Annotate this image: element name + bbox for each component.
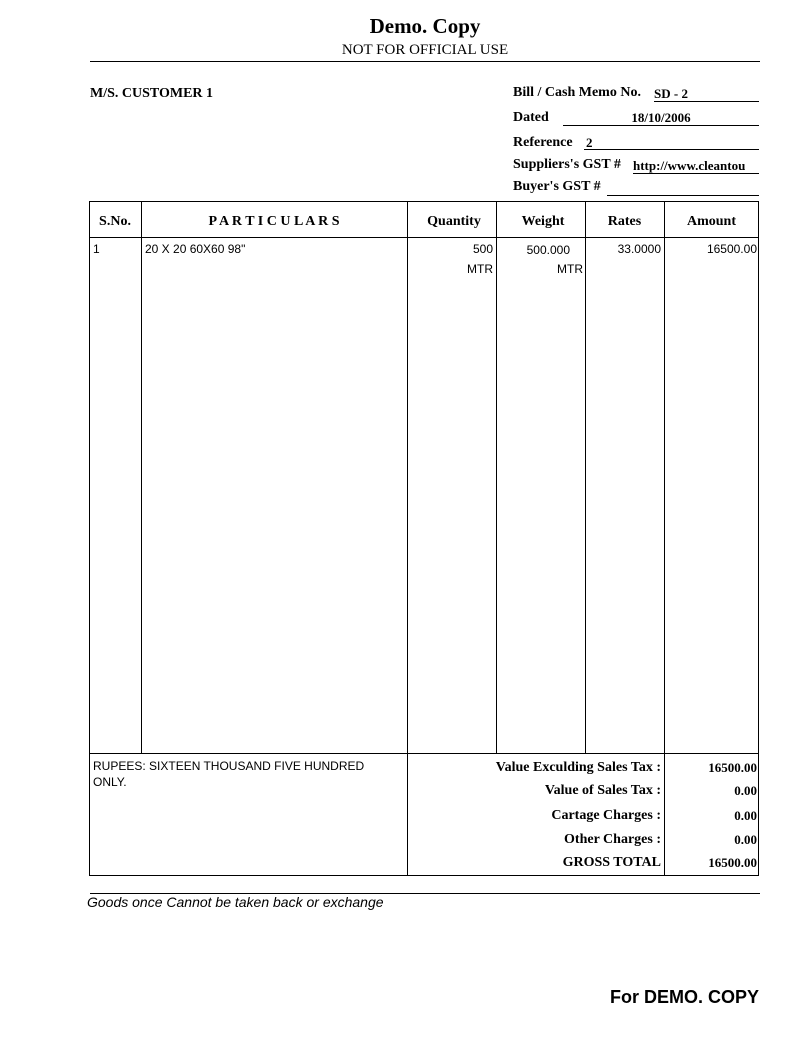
row-quantity: 500 [472, 242, 493, 256]
row-quantity-unit: MTR [467, 262, 493, 276]
buyer-gst-value [607, 180, 759, 196]
sales-tax: 0.00 [734, 783, 757, 798]
supplier-gst-label: Suppliers's GST # [513, 157, 621, 172]
table-summary-divider [89, 753, 759, 754]
gross-total: 16500.00 [708, 855, 757, 870]
row-particulars: 20 X 20 60X60 98" [145, 242, 246, 256]
col-divider-sno [141, 201, 142, 753]
header-amount: Amount [686, 214, 736, 229]
customer-name: M/S. CUSTOMER 1 [90, 86, 214, 101]
cartage-label: Cartage Charges : [551, 808, 661, 823]
header-weight: Weight [521, 214, 565, 229]
col-divider-rates [664, 201, 665, 876]
row-rate: 33.0000 [617, 242, 661, 256]
reference-label: Reference [513, 135, 573, 150]
gross-total-label: GROSS TOTAL [562, 855, 661, 870]
cartage: 0.00 [734, 808, 757, 823]
header-quantity: Quantity [427, 214, 481, 229]
row-weight-unit: MTR [557, 262, 583, 276]
document-title: Demo. Copy [369, 14, 481, 38]
row-weight: 500.000 [526, 243, 570, 257]
header-sno: S.No. [99, 214, 131, 229]
supplier-gst-value: http://www.cleantou [633, 158, 759, 174]
row-amount: 16500.00 [706, 242, 757, 256]
footer-note: Goods once Cannot be taken back or exchange [87, 894, 384, 910]
col-divider-particulars [407, 201, 408, 876]
dated-label: Dated [513, 110, 549, 125]
other-charges: 0.00 [734, 832, 757, 847]
header-rates: Rates [607, 214, 642, 229]
value-excl-tax-label: Value Exculding Sales Tax : [495, 760, 661, 775]
value-excl-tax: 16500.00 [708, 760, 757, 775]
sales-tax-label: Value of Sales Tax : [544, 783, 661, 798]
col-divider-quantity [496, 201, 497, 753]
bill-number-label: Bill / Cash Memo No. [513, 85, 641, 100]
document-subtitle: NOT FOR OFFICIAL USE [341, 42, 509, 58]
table-header-divider [89, 237, 759, 238]
amount-in-words: RUPEES: SIXTEEN THOUSAND FIVE HUNDRED ONLY. [93, 759, 365, 789]
row-sno: 1 [93, 242, 100, 256]
bill-number-value: SD - 2 [654, 86, 759, 102]
signature-line: For DEMO. COPY [609, 987, 759, 1007]
other-charges-label: Other Charges : [564, 832, 661, 847]
reference-value: 2 [584, 135, 759, 150]
header-divider [90, 61, 760, 62]
col-divider-weight [585, 201, 586, 753]
buyer-gst-label: Buyer's GST # [513, 179, 601, 194]
dated-value: 18/10/2006 [563, 110, 759, 126]
header-particulars: P A R T I C U L A R S [208, 214, 340, 229]
